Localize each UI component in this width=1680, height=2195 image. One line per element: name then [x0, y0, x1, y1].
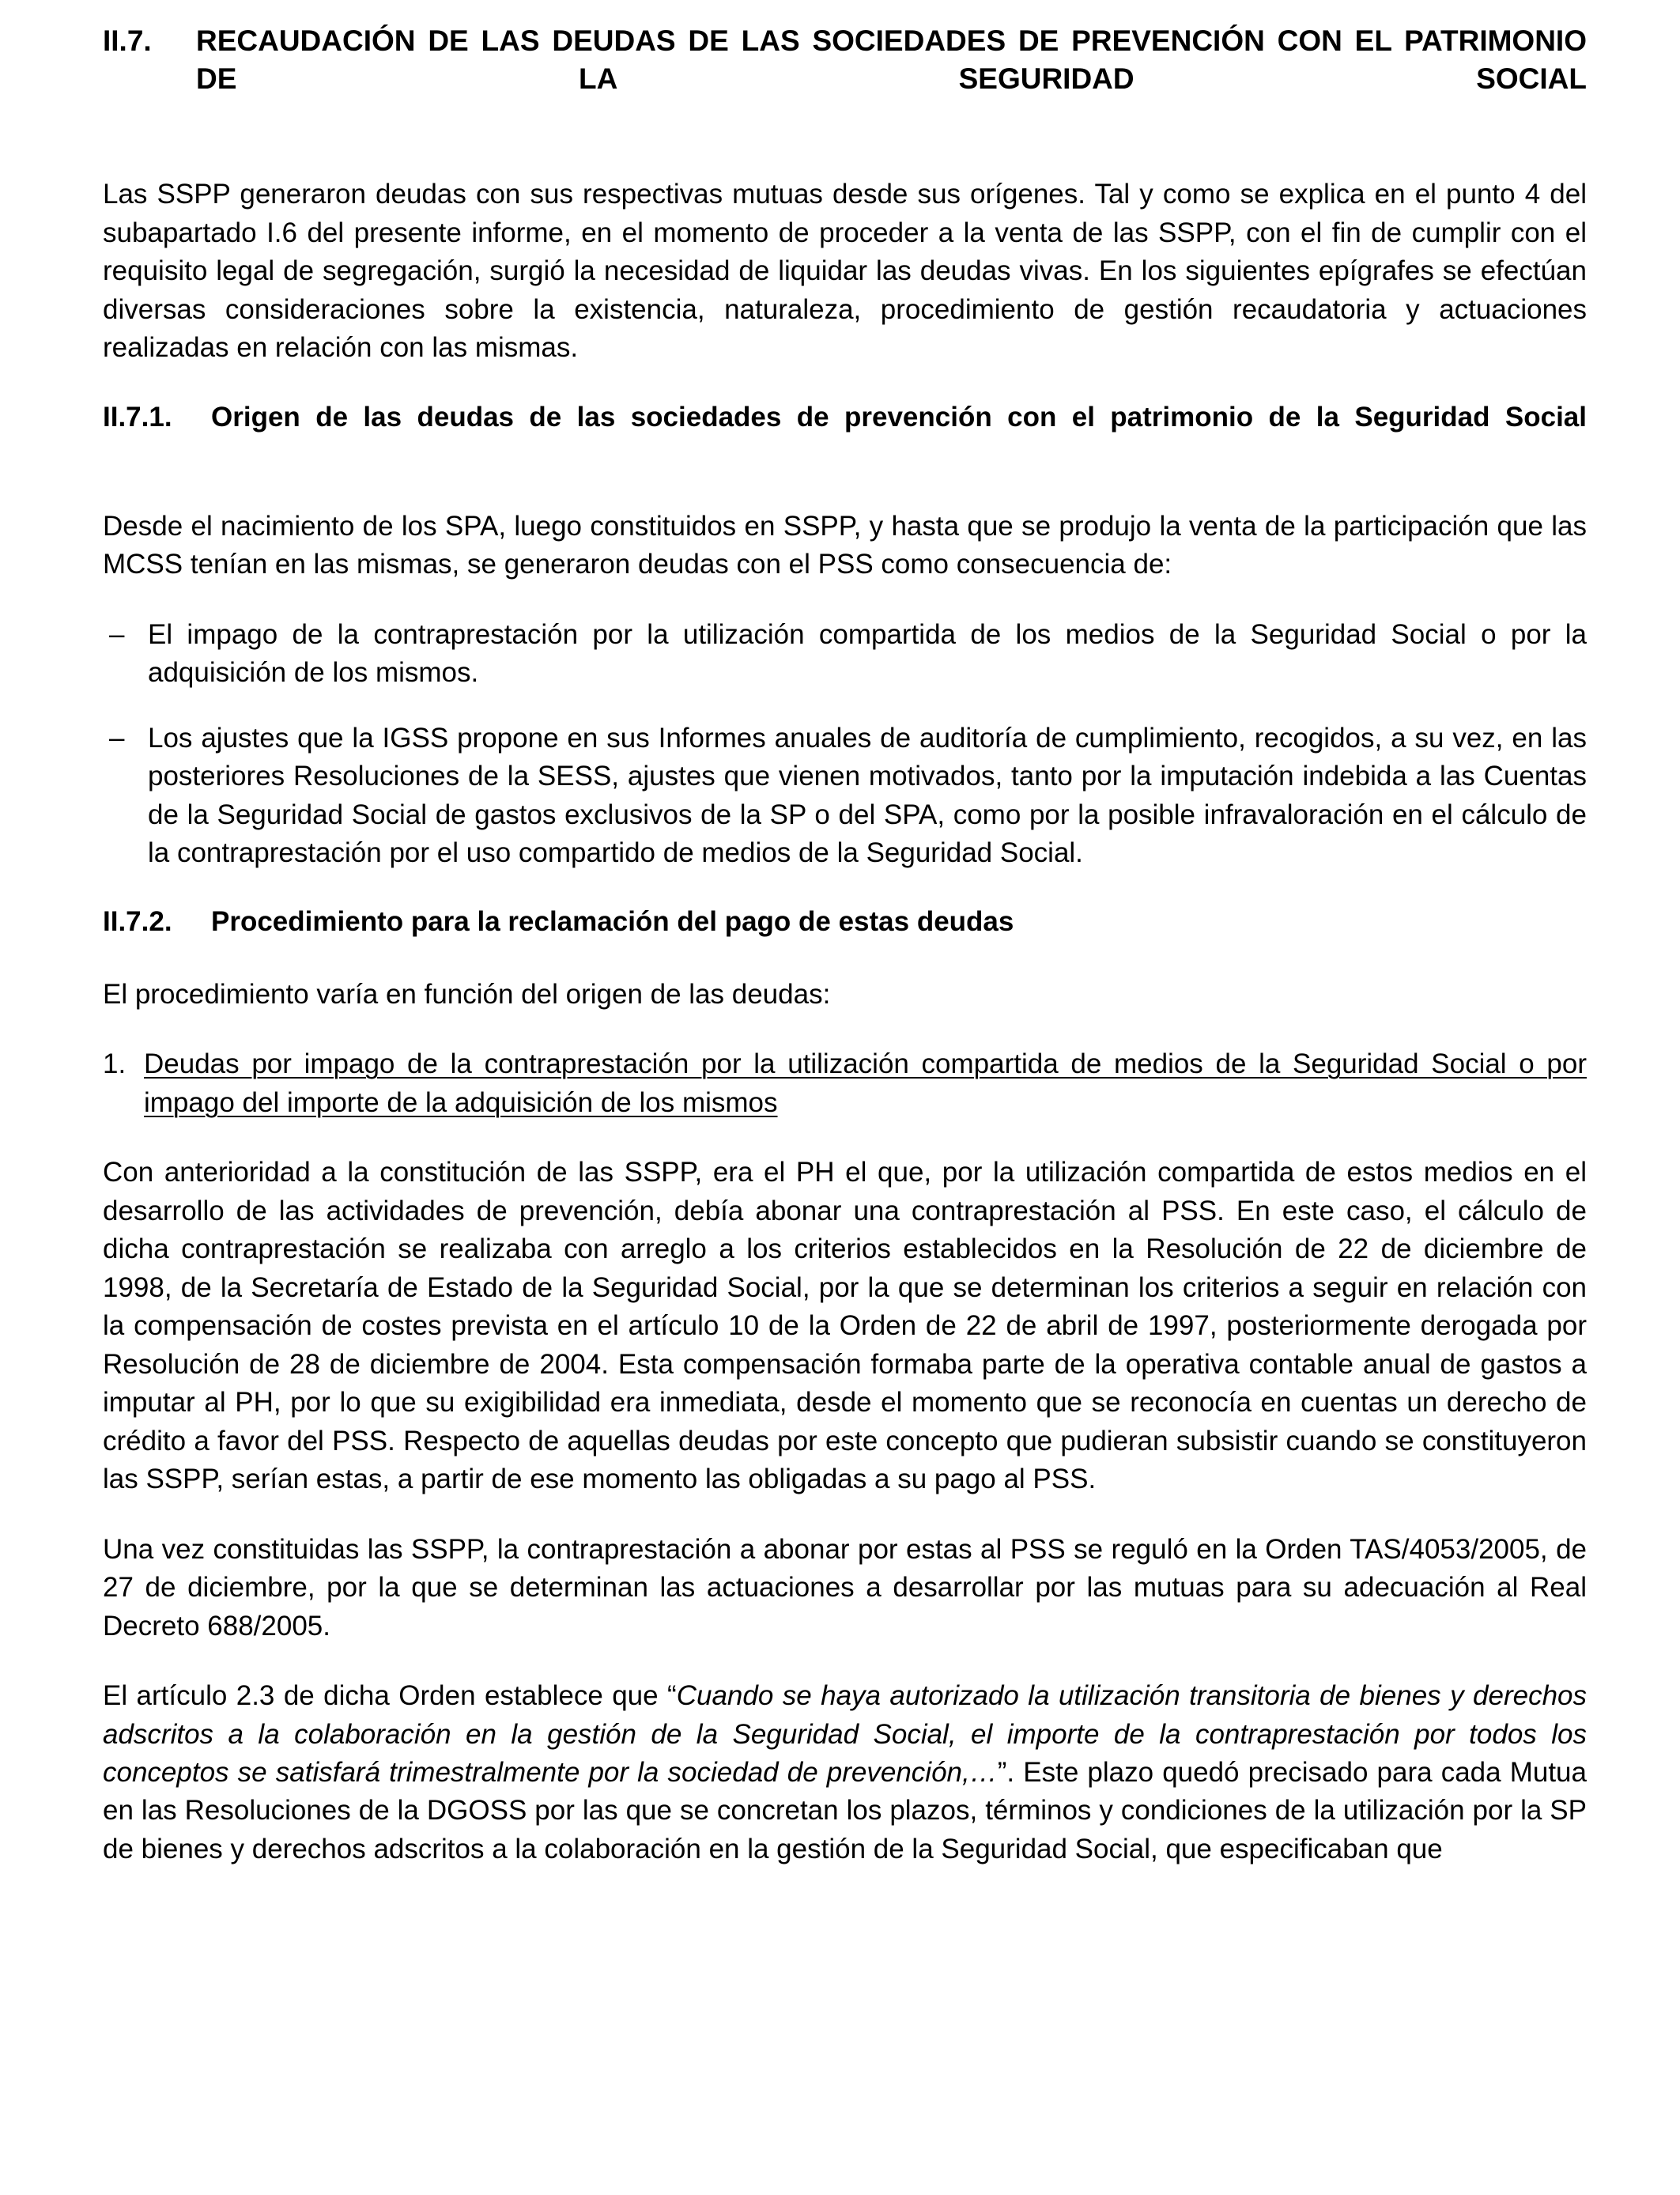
list-item-text: Los ajustes que la IGSS propone en sus Informes anuales de auditoría de cumplimiento, recogidos, a su vez, en las posteriores Resoluciones de la SESS, ajustes que vienen motivados, tanto por la imputación indebida a las Cuentas de la Seguridad Social de gastos exclusivos de la SP o del SPA, como por la posible infravaloración en el cálculo de la contraprestación por el uso compartido de medios de la Seguridad Social. — [148, 722, 1587, 868]
quote-text: Cuando se haya autorizado la utilización transitoria de bienes y derechos adscritos a la colaboración en la gestión de la Seguridad Social, el importe de la contraprestación por todos los conceptos se satisfará trimestralmente por la sociedad de prevención,… — [103, 1680, 1587, 1788]
body-paragraph: Una vez constituidas las SSPP, la contraprestación a abonar por estas al PSS se reguló en la Orden TAS/4053/2005, de 27 de diciembre, por la que se determinan las actuaciones a desarrollar por las mutuas para su adecuación al Real Decreto 688/2005. — [103, 1533, 1587, 1642]
numbered-list-marker: 1. — [103, 1048, 126, 1080]
subsection-heading-ii-7-2 — [103, 904, 1587, 941]
subsection-title: Origen de las deudas de las sociedades de prevención con el patrimonio de la Seguridad Social — [211, 401, 1587, 433]
list-item — [103, 720, 1587, 873]
quote-paragraph — [103, 1677, 1587, 1868]
subsection-lead-paragraph: Desde el nacimiento de los SPA, luego constituidos en SSPP, y hasta que se produjo la venta de la participación que las MCSS tenían en las mismas, se generaron deudas con el PSS como consecuencia de: — [103, 510, 1587, 580]
subsection-number: II.7.2. — [103, 906, 172, 938]
subsection-number: II.7.1. — [103, 401, 172, 433]
numbered-list-item-text: Deudas por impago de la contraprestación por la utilización compartida de medios de la Seguridad Social o por impago del importe de la adquisición de los mismos — [144, 1048, 1587, 1118]
body-paragraph: Con anterioridad a la constitución de las SSPP, era el PH el que, por la utilización compartida de estos medios en el desarrollo de las actividades de prevención, debía abonar una contraprestación al PSS. En este caso, el cálculo de dicha contraprestación se realizaba con arreglo a los criterios establecidos en la Resolución de 22 de diciembre de 1998, de la Secretaría de Estado de la Seguridad Social, por la que se determinan los criterios a seguir en relación con la compensación de costes prevista en el artículo 10 de la Orden de 22 de abril de 1997, posteriormente derogada por Resolución de 28 de diciembre de 2004. Esta compensación formaba parte de la operativa contable anual de gastos a imputar al PH, por lo que su exigibilidad era inmediata, desde el momento que se reconocía en cuentas un derecho de crédito a favor del PSS. Respecto de aquellas deudas por este concepto que pudieran subsistir cuando se constituyeron las SSPP, serían estas, a partir de ese momento las obligadas a su pago al PSS. — [103, 1157, 1587, 1495]
list-item — [103, 616, 1587, 693]
dash-bullet-marker: – — [109, 618, 125, 650]
intro-paragraph: Las SSPP generaron deudas con sus respectivas mutuas desde sus orígenes. Tal y como se explica en el punto 4 del subapartado I.6 del presente informe, en el momento de proceder a la venta de las SSPP, con el fin de cumplir con el requisito legal de segregación, surgió la necesidad de liquidar las deudas vivas. En los siguientes epígrafes se efectúan diversas consideraciones sobre la existencia, naturaleza, procedimiento de gestión recaudatoria y actuaciones realizadas en relación con las mismas. — [103, 179, 1587, 364]
dash-bullet-marker: – — [109, 722, 125, 754]
numbered-list-item — [103, 1045, 1587, 1122]
subsection-heading-ii-7-1 — [103, 399, 1587, 473]
section-heading-text: RECAUDACIÓN DE LAS DEUDAS DE LAS SOCIEDADES DE PREVENCIÓN CON EL PATRIMONIO DE LA SEGURIDAD SOCIAL — [196, 25, 1587, 96]
subsection-title: Procedimiento para la reclamación del pago de estas deudas — [211, 906, 1014, 938]
quote-lead: El artículo 2.3 de dicha Orden establece que “ — [103, 1680, 677, 1712]
quote-tail: ”. Este plazo quedó precisado para cada Mutua en las Resoluciones de la DGOSS por las que se concretan los plazos, términos y condiciones de la utilización por la SP de bienes y derechos adscritos a la colaboración en la gestión de la Seguridad Social, que especificaban que — [103, 1756, 1587, 1864]
subsection-lead-paragraph: El procedimiento varía en función del origen de las deudas: — [103, 979, 831, 1011]
section-heading — [103, 22, 1587, 136]
section-heading-number: II.7. — [103, 25, 152, 57]
list-item-text: El impago de la contraprestación por la utilización compartida de los medios de la Seguridad Social o por la adquisición de los mismos. — [148, 618, 1587, 689]
